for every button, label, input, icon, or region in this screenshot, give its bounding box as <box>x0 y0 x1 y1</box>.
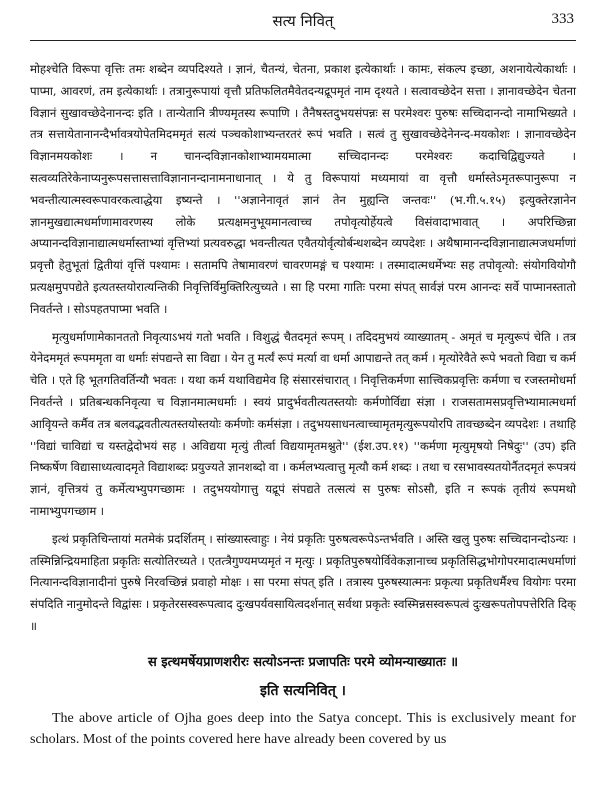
page-header <box>30 0 576 41</box>
running-title: सत्य निवित् <box>272 12 334 30</box>
closing-title: इति सत्यनिवित् । <box>260 682 346 699</box>
page-number: 333 <box>551 11 574 27</box>
sanskrit-paragraph-1: मोहश्चेति विरूपा वृत्तिः तमः शब्देन व्यपदिश्यते । ज्ञानं, चैतन्यं, चेतना, प्रकाश इत्येकार्थाः । कामः, संकल्प इच्छा, अशनायेत्येकार्थाः । पाप्मा, आवरणं, तम इत्येकार्थाः । तत्रानुरूपायां वृत्तौ प्रतिफलितमैवेतदन्यद्रूपमृतं नाम दृश्यते । सत्वावच्छेदेन सत्ता । ज्ञानावच्छेदेन चेतना विज्ञानं सुखावच्छेदेनानन्दः इति । तान्येतानि त्रीण्यमृतस्य रूपाणि । तैनैषस्तदुभयसंपन्नः स परमेश्वरः पुरुषः सच्चिदानन्दो नामाभिख्यते । तत्र सत्तायेतानानन्दैर्भावत्रयोपेतमिदममृतं सत्यं पञ्चकोशाभ्यन्तरतरं रूपं भवति । सत्वं तु सुखावच्छेदेनेनन्द-मयकोशः । ज्ञानावच्छेदेन विज्ञानमयकोशः । न चानन्दविज्ञानकोशाभ्यामयमात्मा सच्चिदानन्दः परमेश्वरः कदाचिद्विद्युज्यते । सत्वव्यतिरेकेनाप्यनुरूपसत्तासत्ताविज्ञानानन्दानामनाधानात् । ये तु विरूपायां मध्यमायां वा वृत्तौ धर्मास्तेऽमृतरूपानुरूपा न भवन्तीत्यात्मस्वरूपावरकत्वाद्धेया इष्यन्ते । ''अज्ञानेनावृतं ज्ञानं तेन मुह्यन्ति जन्तवः'' (भ.गी.५.१५) इत्युक्तेरज्ञानेन ज्ञानमुखद्यात्मधर्माणामावरणस्य लोके प्रत्यक्षमनुभूयमानत्वाच्च तपोवृत्योर्हेयत्वे विसंवादाभावात् । अपरिच्छिन्ना अप्यानन्दविज्ञानाद्यात्मधर्मास्ताभ्यां वृत्तिभ्यां प्रत्यवरुद्धा भवन्तीत्यत एवैतयोर्वृत्योर्बन्धशब्देन व्यपदेशः । अथैषामानन्दविज्ञानाद्यात्मजधर्माणां प्रवृत्तौ हेतुभूतां द्वितीयां वृत्तिं पश्यामः । सतामपि तेषामावरणं चावरणमङ्गं च पश्यामः । तस्मादात्मधर्मेभ्यः सह तपोवृत्यो: संयोगवियोगौ प्रत्यक्षमुपपद्येते इत्यतस्तयोरात्यन्तिकी निवृत्तिर्विमुक्तिरित्युच्यते । सा हि परमा गातिः परमा संपत् सार्वज्ञं परम आनन्दः सर्वे पाप्मानस्तातो निवर्तन्ते । सोऽपहतपाप्मा भवति । <box>30 62 576 316</box>
english-commentary: The above article of Ojha goes deep into the Satya concept. This is exclusively meant for scholars. Most of the points covered here have already been covered by us <box>30 710 576 747</box>
sanskrit-paragraph-3: इत्थं प्रकृतिचिन्तायां मतमेकं प्रदर्शितम् । सांख्यास्त्वाहुः । नेयं प्रकृतिः पुरुषत्वरूपेऽन्तर्भवति । अस्ति खलु पुरुषः सच्चिदानन्दोऽन्यः । तस्मिन्निन्द्रियमाहिता प्रकृतिः सत्योतिरच्यते । एतत्त्रैगुण्यमप्यमृतं न मृत्युः । प्रकृतिपुरुषयोर्विवेकज्ञानाच्च प्रकृतिसिद्धभोगोपरमादात्मधर्माणां नित्यानन्दविज्ञानादीनां पुरुषे निरवच्छिन्नं प्रवाहो मोक्षः । सा परमा संपत् इति । तत्रास्य पुरुषस्यात्मनः प्रकृत्या प्रकृतिधर्मैश्च वियोगः परमा संपदिति नानुमोदन्ते विद्वांसः । प्रकृतेरसस्वरूपत्वाद दुःखपर्यवसायित्वदर्शनात् सर्वथा प्रकृतेः स्वस्मिन्नसस्वरूपत्वं दुःखरूपतोपपत्तेरिति दिक् ॥ <box>30 531 576 633</box>
sanskrit-paragraph-2: मृत्युधर्माणामेकानततो निवृत्याऽभयं गतो भवति । विशुद्धं चैतदमृतं रूपम् । तदिदमुभयं व्याख्यातम् - अमृतं च मृत्युरूपं चेति । तत्र येनेदममृतं रूपममृता वा धर्माः संपद्यन्ते सा विद्या । येन तु मर्त्यं रूपं मर्त्या वा धर्मा आपाद्यन्ते तत् कर्म । मृत्योरेवैते रूपे भवतो विद्या च कर्म चेति । एते हि भूतगतिवर्तिन्यौ भवतः । यथा कर्म यथाविद्यमेव हि संसारसंचारात् । निवृत्तिकर्मणा सात्त्विकप्रवृत्तिः कर्मणा च रजस्तमोधर्मा निवर्तन्ते । प्रतिबन्धकनिवृत्या च विज्ञानमात्मधर्माः । स्वयं प्रादुर्भवतीत्यतस्तयोः कर्मणोर्विद्या संज्ञा । राजसतामसप्रवृत्तिभ्यामात्मधर्मा आवृियन्ते कर्मैव तत्र बलवद्भवतीत्यतस्तयोस्तयोः कर्मणोः कर्मसंज्ञा । तदुभयसाधनत्वाच्चामृतमृत्युरूपयोरपि तावच्छब्देन व्यपदेशः । तथाहि ''विद्यां चाविद्यां च यस्तद्वेदोभयं सह । अविद्यया मृत्युं तीर्त्वा विद्ययामृतमश्नुते'' (ईश.उप.११) ''कर्मणा मृत्युमृषयो निषेदुः'' (उप) इति निष्कर्षेण विद्यासाध्यत्वादमृते विद्याशब्दः प्रयुज्यते ज्ञानशब्दो वा । कर्मलभ्यत्वात्तु मृत्यौ कर्म शब्दः । तथा च रसभावस्यतयोर्नैतदमृतं रूपत्रयं ज्ञानं, वृत्तित्रयं तु कर्मेत्यभ्युपगच्छामः । तदुभययोगात्तु यद्रूपं संपद्यते तत्सत्यं स पुरुषः सोऽसौ, इति न रूपकं तृतीयं रूपमथो नामाभ्युपगच्छाम । <box>30 329 576 518</box>
closing-verse: स इत्थमर्षेयप्राणशरीरः सत्योऽनन्तः प्रजापतिः परमे व्योमन्याख्यातः ॥ <box>147 654 459 670</box>
page-body <box>30 59 576 750</box>
